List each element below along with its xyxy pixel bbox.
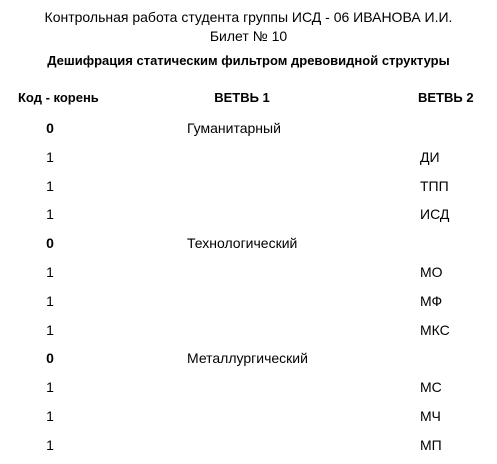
branch1-cell: Технологический [187, 235, 298, 252]
branch2-cell: МС [420, 379, 442, 396]
column-header-code: Код - корень [18, 90, 99, 105]
branch2-cell: МФ [420, 292, 443, 309]
document-title: Дешифрация статическим фильтром древовидной структуры [47, 53, 450, 68]
column-header-branch2: ВЕТВЬ 2 [418, 90, 474, 105]
table-row [0, 348, 497, 377]
code-cell: 1 [46, 407, 54, 424]
table-row [0, 233, 497, 262]
structure-table [0, 118, 497, 464]
code-cell: 1 [46, 206, 54, 223]
table-row [0, 320, 497, 349]
table-row [0, 118, 497, 147]
code-cell: 1 [46, 436, 54, 453]
code-cell: 0 [46, 350, 54, 367]
table-row [0, 262, 497, 291]
table-row [0, 176, 497, 205]
table-row [0, 291, 497, 320]
code-cell: 1 [46, 148, 54, 165]
code-cell: 0 [46, 235, 54, 252]
table-row [0, 204, 497, 233]
branch2-cell: МП [420, 436, 442, 453]
code-cell: 0 [46, 120, 54, 136]
branch2-cell: МКС [420, 321, 450, 338]
table-row [0, 147, 497, 176]
ticket-number: Билет № 10 [209, 28, 288, 44]
table-row [0, 406, 497, 435]
branch1-cell: Гуманитарный [187, 120, 281, 136]
code-cell: 1 [46, 321, 54, 338]
column-header-branch1: ВЕТВЬ 1 [214, 90, 270, 105]
branch2-cell: ИСД [420, 206, 450, 223]
code-cell: 1 [46, 292, 54, 309]
code-cell: 1 [46, 177, 54, 194]
code-cell: 1 [46, 263, 54, 280]
branch2-cell: ДИ [420, 148, 440, 165]
branch2-cell: ТПП [420, 177, 449, 194]
branch2-cell: МО [420, 263, 443, 280]
document-header-line: Контрольная работа студента группы ИСД - 06 ИВАНОВА И.И. [44, 9, 453, 25]
branch1-cell: Металлургический [187, 350, 308, 367]
code-cell: 1 [46, 379, 54, 396]
table-row [0, 435, 497, 464]
table-row [0, 377, 497, 406]
branch2-cell: МЧ [420, 407, 441, 424]
